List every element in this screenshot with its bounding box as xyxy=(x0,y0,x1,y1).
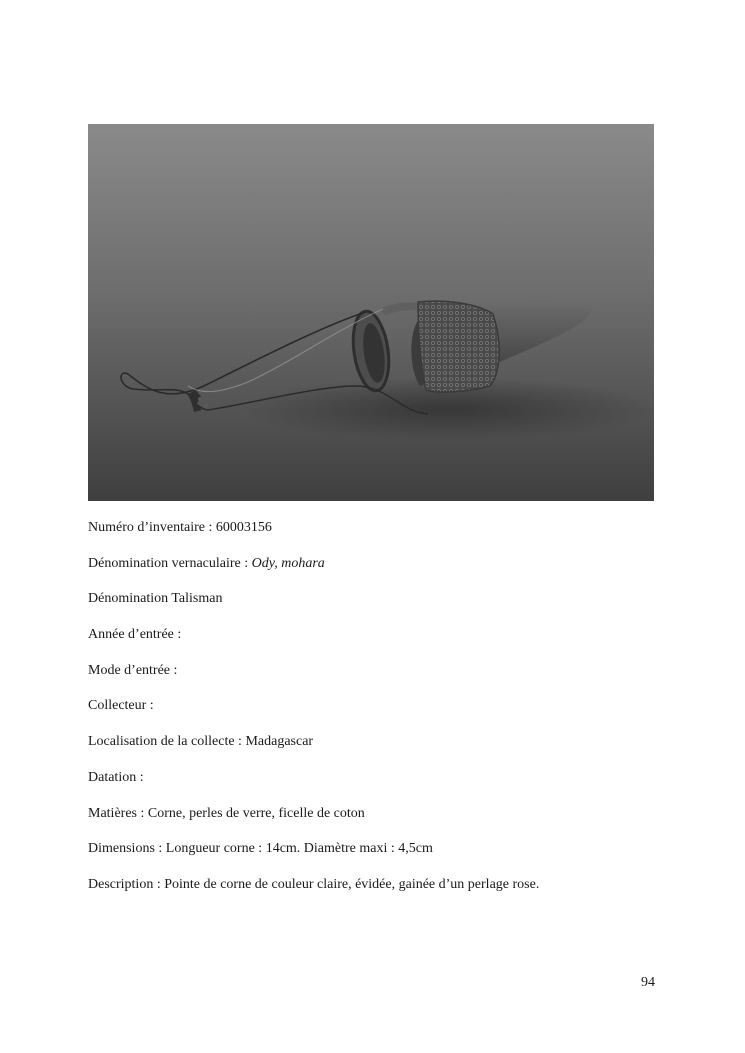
field-label: Description : xyxy=(88,876,165,892)
field-label: Année d’entrée : xyxy=(88,627,182,643)
field-dating xyxy=(88,769,688,786)
field-label: Matières : xyxy=(88,805,148,821)
field-label: Datation : xyxy=(88,769,144,785)
field-value: Ody, mohara xyxy=(251,555,325,571)
field-label: Dénomination Talisman xyxy=(88,591,223,607)
field-label: Localisation de la collecte : xyxy=(88,734,246,750)
field-dimensions xyxy=(88,840,688,857)
field-label: Mode d’entrée : xyxy=(88,662,178,678)
field-value: 60003156 xyxy=(215,520,272,535)
field-label: Dimensions : xyxy=(88,841,166,857)
inventory-record xyxy=(88,519,688,893)
field-materials xyxy=(88,805,688,822)
field-entry-mode xyxy=(88,662,688,679)
field-description xyxy=(88,876,688,893)
field-inventory-number xyxy=(88,519,688,536)
field-collection-location xyxy=(88,733,688,750)
field-value: Madagascar xyxy=(245,734,314,750)
horn-talisman-illustration xyxy=(88,124,654,501)
field-vernacular-name xyxy=(88,555,688,572)
field-entry-year xyxy=(88,626,688,643)
field-value: Pointe de corne de couleur claire, évidée, gainée d’un perlage rose. xyxy=(164,876,540,892)
field-denomination xyxy=(88,590,688,607)
field-label: Numéro d’inventaire : xyxy=(88,520,216,535)
page-number: 94 xyxy=(641,975,655,990)
field-value: Longueur corne : 14cm. Diamètre maxi : 4,5cm xyxy=(165,841,433,857)
field-collector xyxy=(88,697,688,714)
field-value: Corne, perles de verre, ficelle de coton xyxy=(147,805,365,821)
field-label: Collecteur : xyxy=(88,698,154,714)
artifact-photo xyxy=(88,124,654,501)
field-label: Dénomination vernaculaire : xyxy=(88,555,252,571)
